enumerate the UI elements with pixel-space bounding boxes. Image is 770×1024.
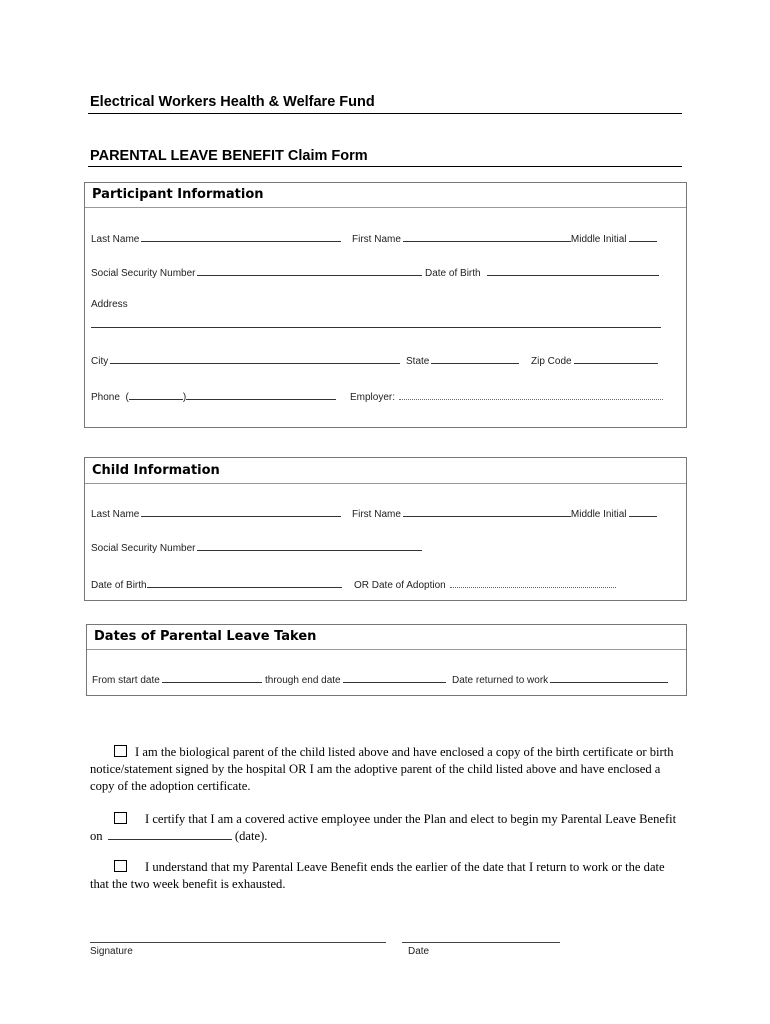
- participant-zip-field[interactable]: [531, 353, 658, 367]
- participant-city-label: City: [91, 356, 109, 367]
- title-rule: [88, 166, 682, 167]
- participant-ssn-field[interactable]: [91, 265, 422, 279]
- signature-line[interactable]: [90, 942, 386, 943]
- participant-first-name-field[interactable]: [352, 231, 657, 245]
- participant-header: [85, 183, 686, 208]
- phone-close-paren: ): [182, 392, 187, 403]
- leave-end-label: through end date: [265, 675, 341, 686]
- child-header: [85, 458, 686, 484]
- certification-2-date-suffix: (date).: [234, 829, 268, 843]
- leave-start-label: From start date: [92, 675, 160, 686]
- participant-phone-field[interactable]: [91, 389, 336, 403]
- leave-returned-field[interactable]: [452, 672, 668, 686]
- participant-title: Participant Information: [92, 187, 264, 202]
- certification-2-text: I certify that I am a covered active employee under the Plan and elect to begin my Parental Leave Benefit on: [90, 812, 677, 843]
- participant-state-field[interactable]: [406, 353, 519, 367]
- child-last-name-field[interactable]: [91, 506, 341, 520]
- child-adoption-field[interactable]: [354, 577, 616, 591]
- child-dob-label: Date of Birth: [91, 580, 147, 591]
- leave-header: [87, 625, 686, 650]
- child-title: Child Information: [92, 463, 220, 478]
- participant-middle-initial-label: Middle Initial: [570, 234, 627, 245]
- participant-address-line[interactable]: [91, 327, 661, 328]
- participant-last-name-label: Last Name: [91, 234, 140, 245]
- leave-title: Dates of Parental Leave Taken: [94, 629, 317, 644]
- participant-first-name-label: First Name: [352, 234, 401, 245]
- child-middle-initial-label: Middle Initial: [570, 509, 627, 520]
- certification-1-checkbox[interactable]: [114, 745, 127, 757]
- participant-employer-field[interactable]: [350, 389, 663, 403]
- participant-address-label: Address: [91, 299, 128, 310]
- child-last-name-label: Last Name: [91, 509, 140, 520]
- participant-state-label: State: [406, 356, 430, 367]
- participant-last-name-field[interactable]: [91, 231, 341, 245]
- certification-2: [90, 811, 682, 845]
- participant-ssn-label: Social Security Number: [91, 268, 196, 279]
- child-ssn-label: Social Security Number: [91, 543, 196, 554]
- participant-employer-label: Employer:: [350, 392, 396, 403]
- certification-1-text: I am the biological parent of the child listed above and have enclosed a copy of the birth certificate or birth notice/statement signed by the hospital OR I am the adoptive parent of the child listed above and have enclosed a copy of the adoption certificate.: [90, 745, 674, 793]
- leave-end-field[interactable]: [265, 672, 446, 686]
- participant-phone-label: Phone: [91, 392, 120, 403]
- benefit-start-date-line[interactable]: [108, 828, 232, 840]
- participant-dob-field[interactable]: [425, 265, 659, 279]
- child-first-name-label: First Name: [352, 509, 401, 520]
- certification-3-text: I understand that my Parental Leave Benefit ends the earlier of the date that I return to work or the date that the two week benefit is exhausted.: [90, 860, 665, 891]
- certification-3: [90, 859, 682, 893]
- form-title: PARENTAL LEAVE BENEFIT Claim Form: [90, 148, 368, 164]
- participant-city-field[interactable]: [91, 353, 400, 367]
- date-label: Date: [408, 946, 430, 957]
- child-ssn-field[interactable]: [91, 540, 422, 554]
- signature-label: Signature: [90, 946, 133, 957]
- child-dob-field[interactable]: [91, 577, 342, 591]
- child-first-name-field[interactable]: [352, 506, 657, 520]
- leave-returned-label: Date returned to work: [452, 675, 549, 686]
- leave-start-field[interactable]: [92, 672, 262, 686]
- certification-1: [90, 744, 682, 795]
- phone-open-paren: (: [125, 392, 129, 403]
- date-line[interactable]: [402, 942, 560, 943]
- header-rule: [88, 113, 682, 114]
- certification-2-checkbox[interactable]: [114, 812, 127, 824]
- certification-3-checkbox[interactable]: [114, 860, 127, 872]
- fund-name: Electrical Workers Health & Welfare Fund: [90, 94, 375, 110]
- participant-dob-label: Date of Birth: [425, 268, 481, 279]
- participant-zip-label: Zip Code: [531, 356, 572, 367]
- child-adoption-label: OR Date of Adoption: [354, 580, 446, 591]
